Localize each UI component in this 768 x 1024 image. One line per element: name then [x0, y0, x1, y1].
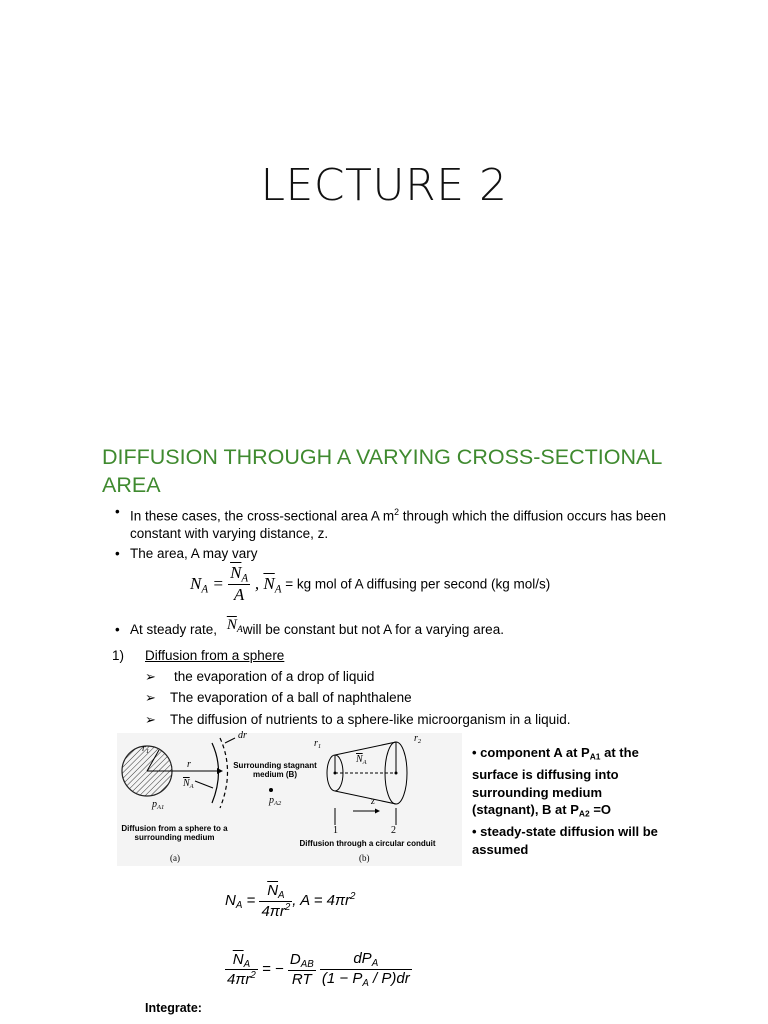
example-text: the evaporation of a drop of liquid [174, 669, 375, 684]
label-pA2: $p_{A2}$ [269, 795, 282, 807]
equation-description: = kg mol of A diffusing per second (kg mol/s) [281, 576, 551, 592]
example-item: ➢ the evaporation of a drop of liquid [145, 669, 375, 684]
caption-conduit: Diffusion through a circular conduit [299, 839, 436, 848]
case-number: 1) [112, 648, 125, 663]
label-dr: dr [238, 730, 247, 741]
bullet-text: through which the diffusion occurs has been constant with varying distance, z. [130, 508, 666, 542]
superscript: 2 [394, 507, 400, 517]
cone-label-2: 2 [391, 825, 396, 836]
bullet-text: In these cases, the cross-sectional area A m [130, 508, 395, 524]
label-pA1: $p_{A1}$ [152, 799, 165, 811]
caption-sphere: Diffusion from a sphere to a surrounding medium [121, 824, 228, 842]
cone-label-NA: $\overline{N}_A$ [356, 754, 367, 766]
label-r1: $r_1$ [142, 743, 150, 755]
point-pA2 [269, 788, 273, 792]
bullet-steady-rate: At steady rate, $\overline{N}_Awill$ be constant but not A for a varying area. [130, 617, 504, 637]
bullet-text: At steady rate, [130, 622, 218, 637]
medium-label: Surrounding stagnant medium (B) [233, 761, 317, 779]
tag-a: (a) [170, 853, 180, 863]
cone-label-r2: $r_2$ [414, 733, 422, 745]
case-label: Diffusion from a sphere [145, 648, 285, 663]
lecture-title: LECTURE 2 [260, 160, 508, 211]
side-note-1: • component A at $P_{A1}$ at the surface is diffusing into surrounding medium (stagnant), B at $P_{A2} =O$ [472, 745, 639, 819]
bullet-text: The area, A may vary [130, 546, 258, 561]
shell-outer [220, 738, 228, 808]
side-notes [472, 744, 672, 858]
cone-label-z: z [371, 796, 375, 807]
tag-b: (b) [359, 853, 370, 863]
example-text: The evaporation of a ball of naphthalene [170, 690, 412, 705]
integrate-label: Integrate: [145, 1001, 202, 1015]
cone-label-1: 1 [333, 825, 338, 836]
side-note-2: • steady-state diffusion will be assumed [472, 824, 658, 857]
bullet-constant-area [130, 503, 680, 543]
bullet-text: will be constant but not A for a varying area. [242, 622, 504, 637]
equation-sphere-flux: $N_A$ = $\frac{\overline{N}_A}{4\pi r^2}$ , $A = 4\pi r^2$ [225, 882, 356, 920]
example-item: ➢ The evaporation of a ball of naphthalene [145, 690, 412, 705]
example-text: The diffusion of nutrients to a sphere-like microorganism in a liquid. [170, 712, 571, 727]
cone-label-r1: $r_1$ [314, 738, 322, 750]
section-heading: DIFFUSION THROUGH A VARYING CROSS-SECTIONAL AREA [102, 445, 662, 497]
label-NA: $\overline{N}_A$ [183, 778, 194, 790]
equation-flux-definition: $N_A$ = $\frac{\overline{N}_A}{A}$ , $\overline{N}_A$ = kg mol of A diffusing per second (kg mol/s) [190, 563, 551, 605]
example-item: ➢ The diffusion of nutrients to a sphere-like microorganism in a liquid. [145, 712, 571, 727]
bullet-area-may-vary [130, 545, 258, 563]
diffusion-figure [117, 730, 462, 866]
label-r: r [187, 759, 191, 770]
equation-sphere-diffusion: $\frac{\overline{N}_A}{4\pi r^2}$ = − $\frac{D_{AB}}{RT}$ $\frac{dP_A}{(1 - P_A / P)dr}$ [227, 950, 410, 989]
